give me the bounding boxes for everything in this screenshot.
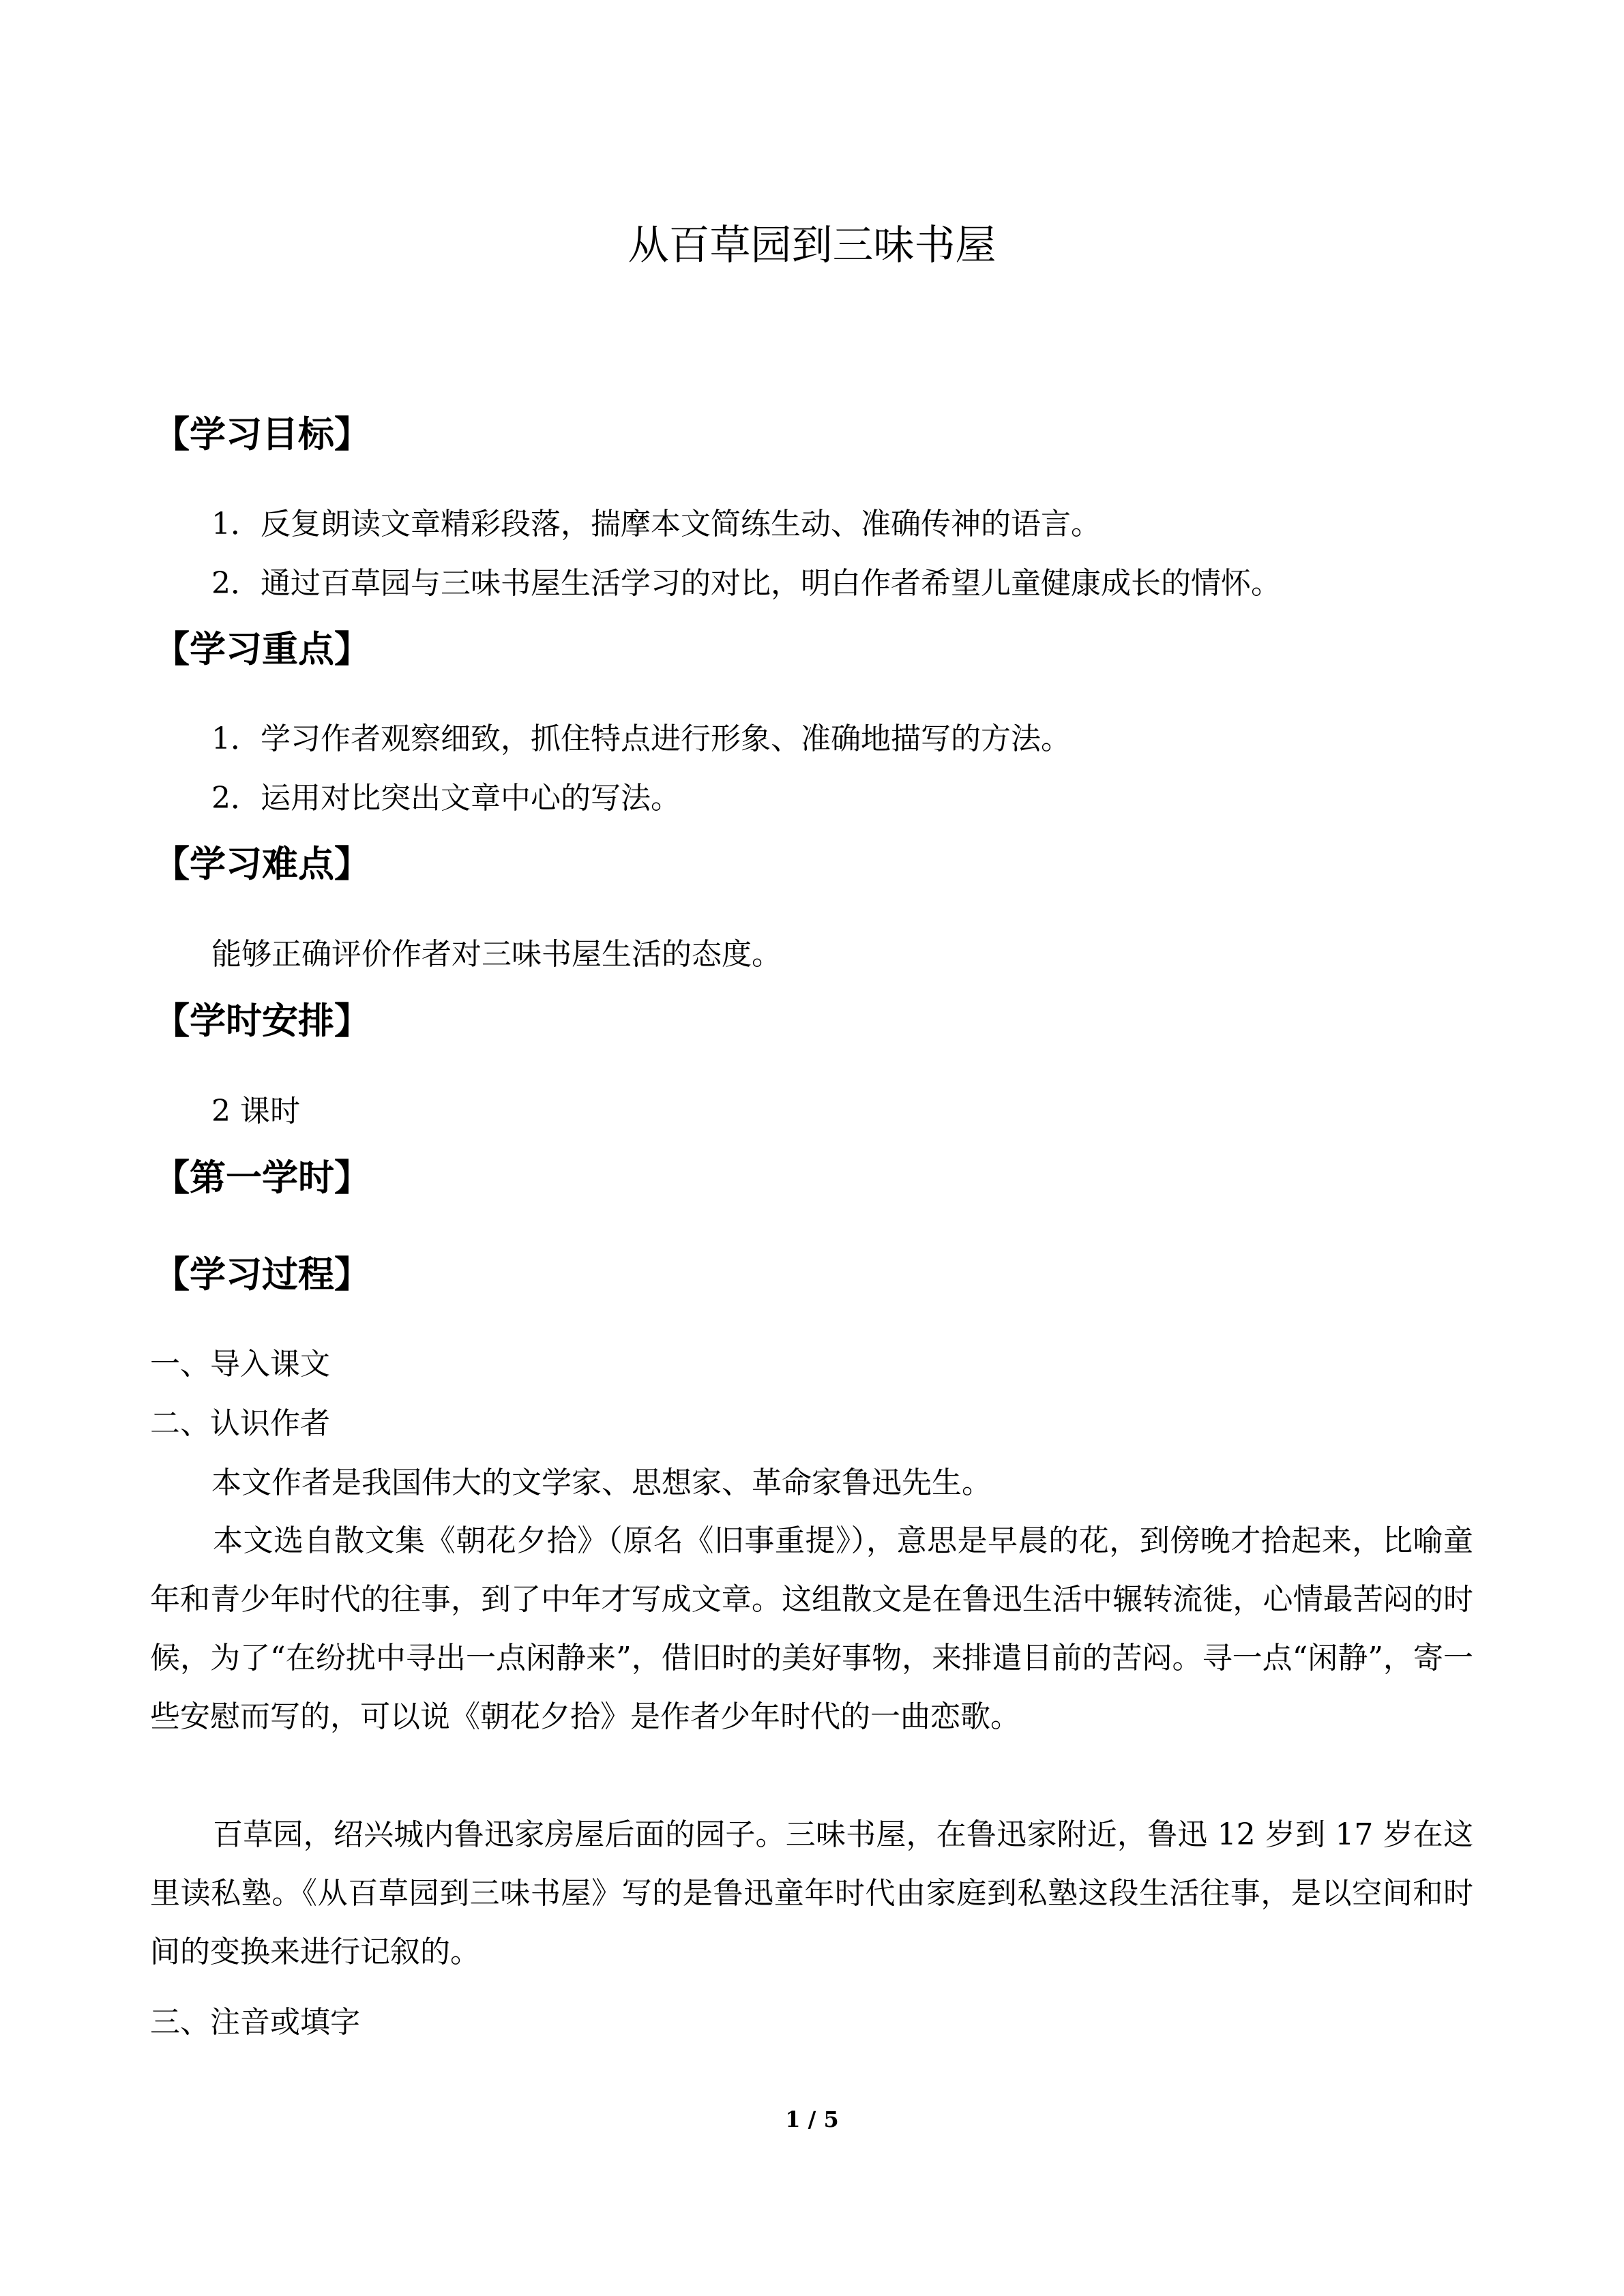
author-paragraph-2: 本文选自散文集《朝花夕拾》（原名《旧事重提》），意思是早晨的花，到傍晚才拾起来，比喻童年和青少年时代的往事，到了中年才写成文章。这组散文是在鲁迅生活中辗转流徙，心情最苦闷的时候，为了“在纷扰中寻出一点闲静来”，借旧时的美好事物，来排遣目前的苦闷。寻一点“闲静”，寄一些安慰而写的，可以说《朝花夕拾》是作者少年时代的一曲恋歌。 [150,1523,1473,1734]
process-step-2: 二、认识作者 [150,1406,330,1441]
focus-item-1: 1．学习作者观察细致，抓住特点进行形象、准确地描写的方法。 [211,721,1071,756]
goal-item-2: 2．通过百草园与三味书屋生活学习的对比，明白作者希望儿童健康成长的情怀。 [211,566,1281,601]
goal-item-1: 1．反复朗读文章精彩段落，揣摩本文简练生动、准确传神的语言。 [211,507,1101,541]
author-paragraph-1: 本文作者是我国伟大的文学家、思想家、革命家鲁迅先生。 [211,1465,992,1500]
focus-item-2: 2．运用对比突出文章中心的写法。 [211,781,681,816]
heading-learning-focus: 【学习重点】 [153,629,370,670]
process-step-3: 三、注音或填字 [150,2005,360,2040]
document-title: 从百草园到三味书屋 [628,222,996,269]
schedule-text: 2 课时 [211,1094,300,1129]
author-paragraph-3: 百草园，绍兴城内鲁迅家房屋后面的园子。三味书屋，在鲁迅家附近，鲁迅 12 岁到 17 岁在这里读私塾。《从百草园到三味书屋》写的是鲁迅童年时代由家庭到私塾这段生活往事，是以空间和时间的变换来进行记叙的。 [150,1817,1473,1969]
heading-learning-difficulty: 【学习难点】 [153,844,370,885]
page-number: 1 / 5 [785,2106,839,2132]
heading-learning-process: 【学习过程】 [153,1254,370,1296]
difficulty-text: 能够正确评价作者对三味书屋生活的态度。 [211,937,782,972]
process-step-1: 一、导入课文 [150,1347,330,1382]
heading-learning-goals: 【学习目标】 [153,414,370,456]
heading-schedule: 【学时安排】 [153,1000,370,1042]
heading-first-period: 【第一学时】 [153,1157,370,1199]
